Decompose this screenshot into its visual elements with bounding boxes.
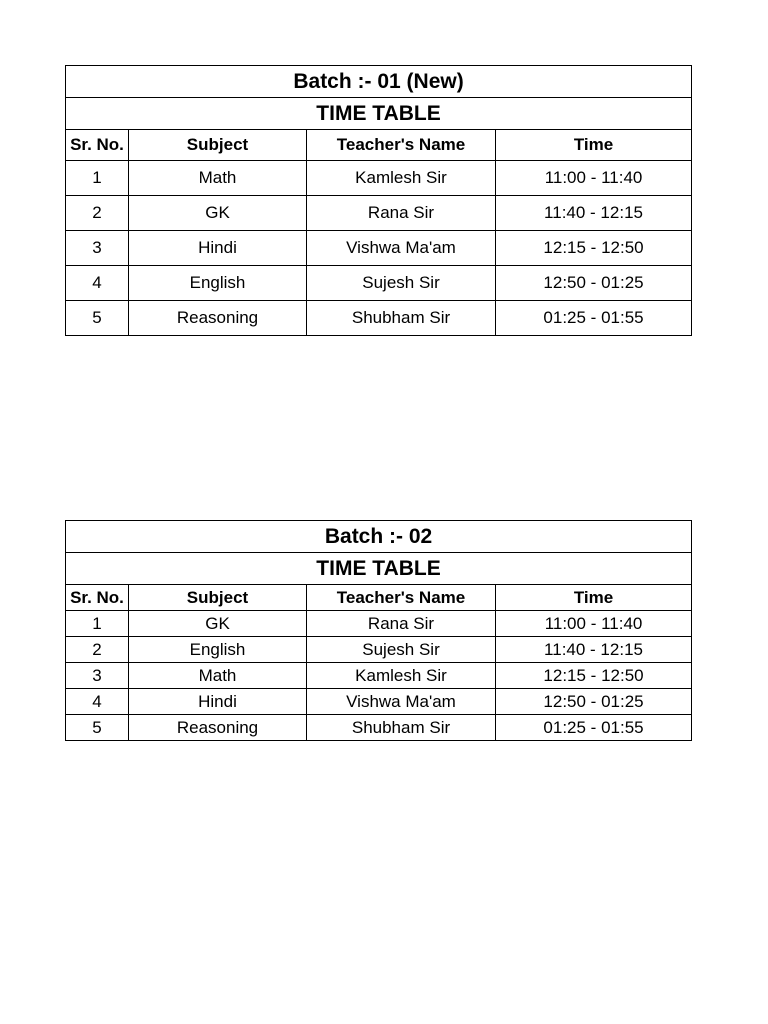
sr-no-cell: 4	[66, 689, 129, 715]
table-row	[66, 637, 692, 663]
sr-no-cell: 2	[66, 637, 129, 663]
column-header-teacher: Teacher's Name	[307, 130, 496, 161]
table-row	[66, 689, 692, 715]
batch-title: Batch :- 01 (New)	[66, 66, 692, 98]
column-header-subject: Subject	[129, 130, 307, 161]
subject-cell: Hindi	[129, 689, 307, 715]
column-header-sr-no: Sr. No.	[66, 585, 129, 611]
subject-cell: Math	[129, 663, 307, 689]
column-header-teacher: Teacher's Name	[307, 585, 496, 611]
subject-cell: English	[129, 637, 307, 663]
batch-title: Batch :- 02	[66, 521, 692, 553]
time-cell: 12:15 - 12:50	[496, 663, 692, 689]
teacher-cell: Kamlesh Sir	[307, 161, 496, 196]
subject-cell: Math	[129, 161, 307, 196]
table-row	[66, 231, 692, 266]
sr-no-cell: 2	[66, 196, 129, 231]
column-header-sr-no: Sr. No.	[66, 130, 129, 161]
column-header-time: Time	[496, 130, 692, 161]
sr-no-cell: 1	[66, 611, 129, 637]
teacher-cell: Vishwa Ma'am	[307, 689, 496, 715]
subject-cell: English	[129, 266, 307, 301]
teacher-cell: Shubham Sir	[307, 301, 496, 336]
time-cell: 12:15 - 12:50	[496, 231, 692, 266]
time-cell: 01:25 - 01:55	[496, 301, 692, 336]
teacher-cell: Rana Sir	[307, 196, 496, 231]
timetable-heading: TIME TABLE	[66, 98, 692, 130]
timetable-heading: TIME TABLE	[66, 553, 692, 585]
table-row	[66, 611, 692, 637]
sr-no-cell: 3	[66, 231, 129, 266]
time-cell: 12:50 - 01:25	[496, 689, 692, 715]
time-cell: 11:00 - 11:40	[496, 161, 692, 196]
teacher-cell: Sujesh Sir	[307, 637, 496, 663]
sr-no-cell: 5	[66, 715, 129, 741]
table-header-row	[66, 585, 692, 611]
teacher-cell: Vishwa Ma'am	[307, 231, 496, 266]
sr-no-cell: 1	[66, 161, 129, 196]
time-cell: 01:25 - 01:55	[496, 715, 692, 741]
subject-cell: Reasoning	[129, 301, 307, 336]
teacher-cell: Shubham Sir	[307, 715, 496, 741]
subject-cell: Reasoning	[129, 715, 307, 741]
table-row	[66, 196, 692, 231]
timetable-batch-1	[65, 65, 692, 336]
time-cell: 12:50 - 01:25	[496, 266, 692, 301]
table-row	[66, 301, 692, 336]
subject-cell: GK	[129, 611, 307, 637]
timetable-batch-2	[65, 520, 692, 741]
column-header-subject: Subject	[129, 585, 307, 611]
subject-cell: GK	[129, 196, 307, 231]
sr-no-cell: 5	[66, 301, 129, 336]
column-header-time: Time	[496, 585, 692, 611]
time-cell: 11:40 - 12:15	[496, 637, 692, 663]
table-row	[66, 266, 692, 301]
table-row	[66, 161, 692, 196]
teacher-cell: Sujesh Sir	[307, 266, 496, 301]
teacher-cell: Rana Sir	[307, 611, 496, 637]
table-row	[66, 715, 692, 741]
time-cell: 11:40 - 12:15	[496, 196, 692, 231]
table-header-row	[66, 130, 692, 161]
sr-no-cell: 4	[66, 266, 129, 301]
time-cell: 11:00 - 11:40	[496, 611, 692, 637]
table-row	[66, 663, 692, 689]
sr-no-cell: 3	[66, 663, 129, 689]
teacher-cell: Kamlesh Sir	[307, 663, 496, 689]
subject-cell: Hindi	[129, 231, 307, 266]
